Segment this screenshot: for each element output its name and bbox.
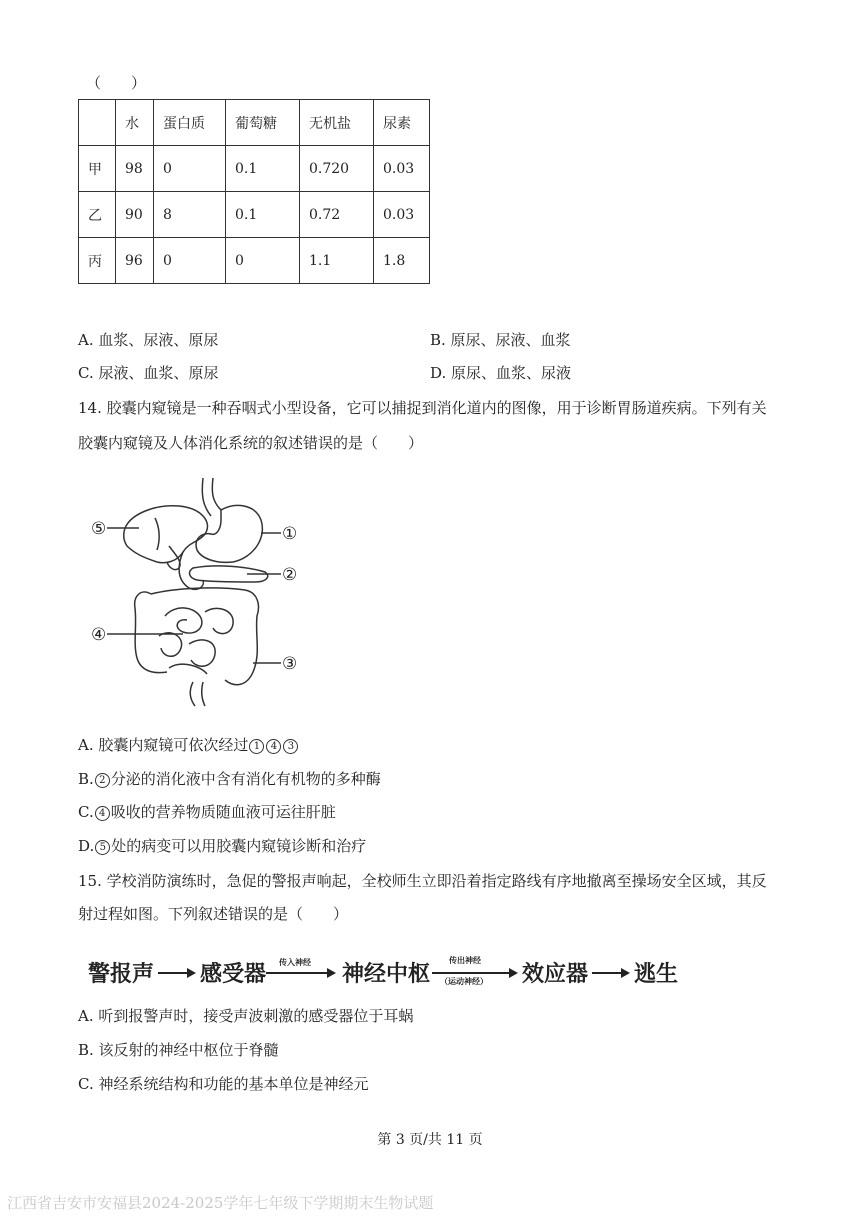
q15-option-b: B. 该反射的神经中枢位于脊髓 <box>78 1041 279 1059</box>
arrow-icon <box>158 972 194 974</box>
q14-option-b-text: 分泌的消化液中含有消化有机物的多种酶 <box>110 770 381 788</box>
table-cell: 无机盐 <box>300 100 374 146</box>
table-row <box>79 192 430 238</box>
watermark: 江西省吉安市安福县2024-2025学年七年级下学期期末生物试题 <box>7 1194 434 1212</box>
flow-node: 神经中枢 <box>342 962 431 987</box>
table-cell: 蛋白质 <box>154 100 226 146</box>
q14-option-c-prefix: C. <box>78 803 94 821</box>
q14-option-c-text: 吸收的营养物质随血液可运往肝脏 <box>110 803 336 821</box>
table-cell: 0.720 <box>300 146 374 192</box>
label-1: ① <box>282 524 298 544</box>
reflex-flow-diagram <box>88 953 688 987</box>
q14-option-b-prefix: B. <box>78 770 94 788</box>
q14-option-c <box>78 803 336 821</box>
table-header-row <box>79 100 430 146</box>
table-cell: 0.1 <box>226 146 300 192</box>
flow-node: 警报声 <box>88 962 155 987</box>
q14-option-a-text: A. 胶囊内窥镜可依次经过 <box>78 736 249 754</box>
arrow-icon <box>592 972 628 974</box>
table-cell: 1.8 <box>374 238 430 284</box>
table-cell: 葡萄糖 <box>226 100 300 146</box>
flow-arrow-label: （运动神经） <box>440 977 488 986</box>
table-cell: 丙 <box>79 238 116 284</box>
table-cell: 90 <box>116 192 154 238</box>
q13-option-b: B. 原尿、尿液、血浆 <box>430 331 571 349</box>
circle-mark: 2 <box>95 773 110 788</box>
flow-arrow-label: 传入神经 <box>279 958 311 967</box>
arrow-icon <box>266 972 334 974</box>
table-cell: 8 <box>154 192 226 238</box>
table-cell: 0 <box>226 238 300 284</box>
circle-mark: 4 <box>95 806 110 821</box>
table-cell: 水 <box>116 100 154 146</box>
page-footer: 第 3 页/共 11 页 <box>377 1132 483 1148</box>
table-cell: 0 <box>154 238 226 284</box>
q15-option-a: A. 听到报警声时，接受声波刺激的感受器位于耳蜗 <box>78 1007 414 1025</box>
q13-paren: （ ） <box>86 74 147 92</box>
q14-option-a <box>78 736 299 754</box>
q14-option-d <box>78 837 366 855</box>
table-cell: 0.03 <box>374 192 430 238</box>
q14-option-d-prefix: D. <box>78 837 95 855</box>
circle-mark: 3 <box>283 739 298 754</box>
table-cell: 0.03 <box>374 146 430 192</box>
q13-option-a: A. 血浆、尿液、原尿 <box>78 331 219 349</box>
table-cell: 乙 <box>79 192 116 238</box>
flow-node: 效应器 <box>522 962 589 987</box>
table-cell: 1.1 <box>300 238 374 284</box>
flow-node: 感受器 <box>200 962 267 987</box>
table-cell: 0.1 <box>226 192 300 238</box>
table-cell: 98 <box>116 146 154 192</box>
q15-stem-line1: 15. 学校消防演练时，急促的警报声响起，全校师生立即沿着指定路线有序地撤离至操场安全区域，其反 <box>78 872 767 890</box>
circle-mark: 5 <box>95 840 110 855</box>
q13-data-table <box>78 99 430 284</box>
table-cell: 0.72 <box>300 192 374 238</box>
label-2: ② <box>282 565 298 585</box>
q14-option-b <box>78 770 381 788</box>
digestive-system-diagram <box>85 476 315 716</box>
table-cell <box>79 100 116 146</box>
label-4: ④ <box>91 625 107 645</box>
table-cell: 0 <box>154 146 226 192</box>
q13-option-c: C. 尿液、血浆、原尿 <box>78 364 219 382</box>
q15-stem-line2: 射过程如图。下列叙述错误的是（ ） <box>78 905 349 923</box>
table-row <box>79 146 430 192</box>
q13-option-d: D. 原尿、血浆、尿液 <box>430 364 572 382</box>
arrow-icon <box>432 972 516 974</box>
table-cell: 甲 <box>79 146 116 192</box>
circle-mark: 4 <box>266 739 281 754</box>
flow-arrow-label: 传出神经 <box>449 956 481 965</box>
q15-option-c: C. 神经系统结构和功能的基本单位是神经元 <box>78 1075 369 1093</box>
circle-mark: 1 <box>249 739 264 754</box>
q14-stem-line2: 胶囊内窥镜及人体消化系统的叙述错误的是（ ） <box>78 434 424 452</box>
table-cell: 96 <box>116 238 154 284</box>
label-3: ③ <box>282 654 298 674</box>
label-5: ⑤ <box>91 519 107 539</box>
flow-node: 逃生 <box>634 962 679 987</box>
table-row <box>79 238 430 284</box>
q14-stem-line1: 14. 胶囊内窥镜是一种吞咽式小型设备，它可以捕捉到消化道内的图像，用于诊断胃肠道疾病。下列有关 <box>78 399 767 417</box>
q14-option-d-text: 处的病变可以用胶囊内窥镜诊断和治疗 <box>111 837 367 855</box>
table-cell: 尿素 <box>374 100 430 146</box>
